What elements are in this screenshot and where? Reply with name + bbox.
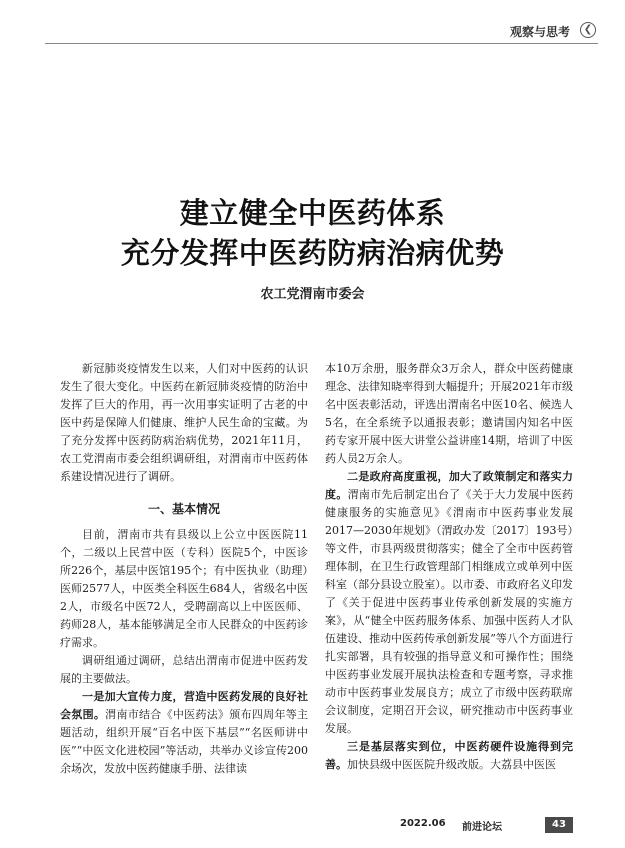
point-3-text: 加快县级中医医院升级改版。大荔县中医医 xyxy=(347,758,556,771)
point-2-heading: 二是政府高度重视，加大了政策制定和落实力度。 xyxy=(325,470,573,501)
circle-arrow-icon: ❮ xyxy=(580,22,596,38)
section-heading: 一、基本情况 xyxy=(147,502,220,516)
paragraph-point-1 xyxy=(60,688,308,778)
point-1-heading: 一是加大宣传力度，营造中医药发展的良好社会氛围。 xyxy=(60,690,308,721)
section-label: 观察与思考 xyxy=(509,25,570,39)
article-author: 农工党渭南市委会 xyxy=(260,287,365,302)
paragraph-continued: 本10万余册，服务群众3万余人，群众中医药健康理念、法律知晓率得到大幅提升；开展2021年市级名中医表彰活动，评选出渭南名中医10名、候选人5名，在全系统予以通报表彰；邀请国内知名中医药专家开展中医大讲堂公益讲座14期，培训了中医药人员2万余人。 xyxy=(325,362,573,465)
title-line-2: 充分发挥中医药防病治病优势 xyxy=(120,236,505,270)
point-3-heading: 三是基层落实到位，中医药硬件设施得到完善。 xyxy=(325,740,573,771)
right-column xyxy=(325,360,573,774)
article-title xyxy=(0,193,625,273)
intro-paragraph: 新冠肺炎疫情发生以来，人们对中医药的认识发生了很大变化。中医药在新冠肺炎疫情的防治中发挥了巨大的作用，再一次用事实证明了古老的中医中药是保障人们健康、维护人民生命的宝藏。为了充分发挥中医药防病治病优势，2021年11月，农工党渭南市委会组织调研组，对渭南市中医药体系建设情况进行了调研。 xyxy=(60,362,308,483)
paragraph-summary: 调研组通过调研，总结出渭南市促进中医药发展的主要做法。 xyxy=(60,654,308,685)
point-2-text: 渭南市先后制定出台了《关于大力发展中医药健康服务的实施意见》《渭南市中医药事业发展2017—2030年规划》（渭政办发〔2017〕193号）等文件，市县两级贯彻落实；健全了全市中医药管理体制，在卫生行政管理部门相继成立或单列中医科室（部分县设立股室）。以市委、市政府名义印发了《关于促进中医药事业传承创新发展的实施方案》，从“健全中医药服务体系、加强中医药人才队伍建设、推动中医药传承创新发展”等八个方面进行扎实部署，具有较强的指导意义和可操作性；围绕中医药事业发展开展执法检查和专题考察，寻求推动市中医药事业发展良方；成立了市级中医药联席会议制度，定期召开会议，研究推动市中医药事业发展。 xyxy=(325,488,574,735)
page-header xyxy=(45,22,598,44)
paragraph-point-2 xyxy=(325,468,573,738)
left-column xyxy=(60,360,308,778)
paragraph-point-3 xyxy=(325,738,573,774)
title-line-1: 建立健全中医药体系 xyxy=(179,196,446,230)
header-divider xyxy=(45,43,598,44)
issue-date: 2022.06 xyxy=(400,818,446,829)
point-1-text: 渭南市结合《中医药法》颁布四周年等主题活动，组织开展“百名中医下基层”“名医师讲中医”“中医文化进校园”等活动，共举办义诊宣传200余场次，发放中医药健康手册、法律读 xyxy=(60,708,309,775)
paragraph-statistics: 目前，渭南市共有县级以上公立中医医院11个，二级以上民营中医（专科）医院5个，中医诊所226个，基层中医馆195个；有中医执业（助理）医师2577人，中医类全科医生684人，省级名中医2人，市级名中医72人，受聘副高以上中医医师、药师28人，基本能够满足全市人民群众的中医药诊疗需求。 xyxy=(60,528,308,649)
page-number: 43 xyxy=(545,817,573,833)
journal-name: 前进论坛 xyxy=(462,822,502,833)
